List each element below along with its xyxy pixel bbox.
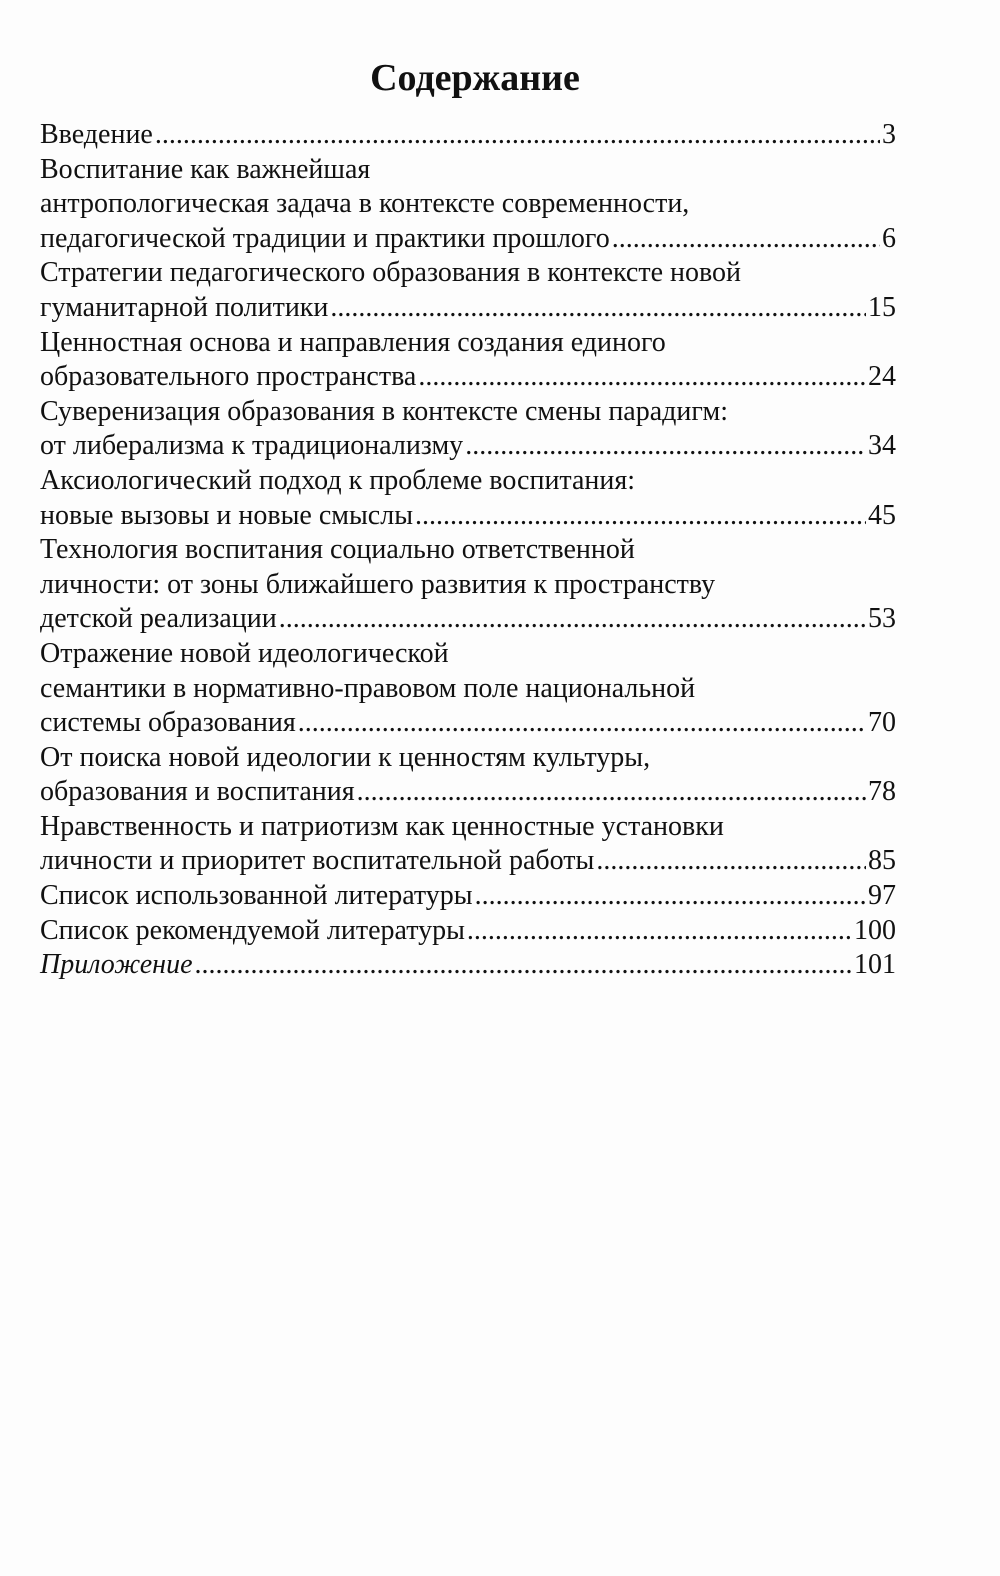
table-of-contents <box>40 118 896 983</box>
toc-entry <box>40 326 896 395</box>
toc-page-number: 85 <box>868 845 896 877</box>
toc-entry <box>40 810 896 879</box>
toc-entry <box>40 948 896 983</box>
toc-entry-line: Список рекомендуемой литературы <box>40 914 465 946</box>
toc-entry-line: новые вызовы и новые смыслы <box>40 499 414 531</box>
toc-page-number: 78 <box>868 776 896 808</box>
dot-leader <box>357 775 866 810</box>
dot-leader <box>612 222 880 257</box>
toc-entry-line: Приложение <box>40 949 193 981</box>
dot-leader <box>298 706 866 741</box>
toc-entry-line: детской реализации <box>40 603 277 635</box>
dot-leader <box>330 291 866 326</box>
toc-entry-last-line <box>40 844 896 879</box>
toc-entry-last-line <box>40 948 896 983</box>
toc-page-number: 6 <box>882 222 896 254</box>
toc-entry <box>40 879 896 914</box>
page-title: Содержание <box>370 57 580 99</box>
toc-entry-line: Введение <box>40 119 153 150</box>
toc-page-number: 100 <box>854 914 896 946</box>
toc-page-number: 53 <box>868 603 896 635</box>
dot-leader <box>418 360 866 395</box>
toc-entry-last-line <box>40 706 896 741</box>
toc-entry-last-line <box>40 914 896 949</box>
toc-entry-line: от либерализма к традиционализму <box>40 430 464 462</box>
toc-entry <box>40 256 896 325</box>
dot-leader <box>415 499 866 534</box>
toc-entry-line: Список использованной литературы <box>40 880 473 912</box>
toc-entry-line: Аксиологический подход к проблеме воспитания: <box>40 464 636 496</box>
dot-leader <box>195 948 853 983</box>
toc-entry-line: Нравственность и патриотизм как ценностные установки <box>40 810 724 842</box>
toc-entry-line: семантики в нормативно-правовом поле национальной <box>40 672 696 704</box>
toc-entry-line: педагогической традиции и практики прошлого <box>40 222 610 254</box>
toc-entry-last-line <box>40 429 896 464</box>
toc-entry-line: образования и воспитания <box>40 776 355 808</box>
toc-entry-line: Воспитание как важнейшая <box>40 153 371 185</box>
toc-entry-line: личности: от зоны ближайшего развития к пространству <box>40 568 716 600</box>
toc-entry-last-line <box>40 879 896 914</box>
toc-entry-line: гуманитарной политики <box>40 291 329 323</box>
toc-page-number: 101 <box>854 949 896 981</box>
toc-entry-last-line <box>40 360 896 395</box>
toc-page-number: 45 <box>868 499 896 531</box>
toc-entry-line: Отражение новой идеологической <box>40 637 449 669</box>
toc-page-number: 34 <box>868 430 896 462</box>
toc-entry <box>40 118 896 153</box>
toc-entry-last-line <box>40 499 896 534</box>
toc-entry-line: образовательного пространства <box>40 361 417 393</box>
toc-page-number: 24 <box>868 361 896 393</box>
dot-leader <box>155 118 880 153</box>
dot-leader <box>279 602 866 637</box>
dot-leader <box>596 844 866 879</box>
toc-entry-last-line <box>40 602 896 637</box>
toc-page-number: 3 <box>882 119 896 150</box>
toc-entry-last-line <box>40 775 896 810</box>
toc-page-number: 97 <box>868 880 896 912</box>
toc-entry <box>40 533 896 637</box>
toc-entry <box>40 741 896 810</box>
toc-entry-line: Технология воспитания социально ответственной <box>40 534 635 566</box>
toc-entry <box>40 914 896 949</box>
toc-entry <box>40 637 896 741</box>
toc-entry-line: системы образования <box>40 707 296 739</box>
toc-entry-last-line <box>40 291 896 326</box>
toc-entry-line: Ценностная основа и направления создания единого <box>40 326 666 358</box>
toc-entry-line: Суверенизация образования в контексте смены парадигм: <box>40 395 728 427</box>
toc-page-number: 15 <box>868 291 896 323</box>
toc-entry <box>40 395 896 464</box>
dot-leader <box>467 914 852 949</box>
toc-entry-last-line <box>40 118 896 153</box>
toc-entry-line: личности и приоритет воспитательной работы <box>40 845 595 877</box>
toc-entry <box>40 153 896 257</box>
toc-page-number: 70 <box>868 707 896 739</box>
toc-entry-line: От поиска новой идеологии к ценностям культуры, <box>40 741 651 773</box>
toc-entry <box>40 464 896 533</box>
toc-entry-line: Стратегии педагогического образования в контексте новой <box>40 257 742 289</box>
toc-entry-last-line <box>40 222 896 257</box>
toc-entry-line: антропологическая задача в контексте современности, <box>40 188 690 220</box>
dot-leader <box>475 879 866 914</box>
dot-leader <box>465 429 866 464</box>
